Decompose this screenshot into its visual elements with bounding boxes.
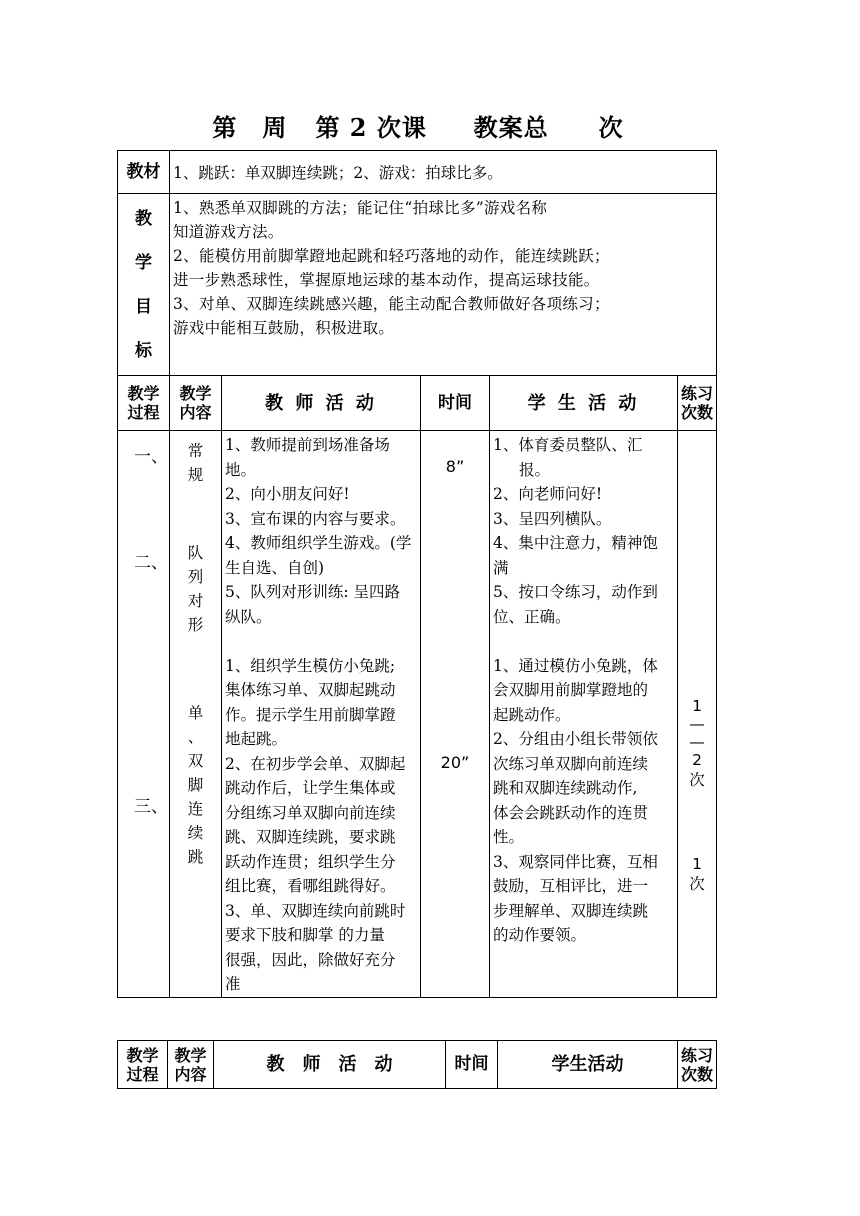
title-week: 第 周 — [212, 113, 288, 142]
header2-process-line: 教学 — [126, 1045, 159, 1065]
header2-student: 学生活动 — [498, 1041, 678, 1089]
teacher-line: 地。 — [225, 460, 257, 479]
header-content — [170, 376, 222, 431]
teacher-line: 要求下肢和脚掌 的力量 — [225, 926, 385, 944]
content-jump — [170, 701, 221, 869]
process-step: 一、 — [134, 447, 168, 467]
teacher-line: 分组练习单双脚向前连续 — [225, 803, 396, 822]
teacher-activity-cell — [222, 431, 421, 998]
content-formation — [170, 541, 221, 637]
objective-line: 3、对单、双脚连续跳感兴趣，能主动配合教师做好各项练习； — [173, 295, 610, 313]
lesson-plan-table-2 — [117, 1040, 717, 1089]
teacher-line: 1、组织学生模仿小兔跳; — [225, 656, 396, 675]
header-time: 时间 — [421, 376, 490, 431]
objectives-char: 教 — [135, 208, 152, 229]
student-line: 次练习单双脚向前连续 — [493, 754, 649, 773]
header-student: 学 生 活 动 — [490, 376, 678, 431]
count-cell — [678, 431, 717, 998]
material-text: 1、跳跃：单双脚连续跳；2、游戏：拍球比多。 — [173, 164, 503, 182]
student-line: 满 — [493, 558, 509, 577]
student-line: 4、集中注意力，精神饱 — [493, 534, 658, 552]
teacher-line: 跃动作连贯；组织学生分 — [225, 852, 396, 871]
objectives-label — [118, 194, 170, 376]
process-cell — [118, 431, 170, 998]
table2-header-row — [118, 1041, 717, 1089]
content-char: 跳 — [187, 848, 204, 866]
material-label: 教材 — [118, 151, 170, 194]
objective-line: 进一步熟悉球性，掌握原地运球的基本动作，提高运球技能。 — [173, 271, 600, 289]
header2-count-line: 次数 — [680, 1064, 713, 1084]
teacher-line: 组比赛，看哪组跳得好。 — [225, 877, 396, 895]
time-value: 8” — [445, 457, 465, 476]
count-char: — — [689, 715, 705, 733]
teacher-line: 2、向小朋友问好! — [225, 485, 350, 503]
table-header-row — [118, 376, 717, 431]
lesson-body-row — [118, 431, 717, 998]
teacher-line: 集体练习单、双脚起跳动 — [225, 681, 396, 699]
header2-content-line: 教学 — [174, 1045, 207, 1065]
student-line: 体会会跳跃动作的连贯 — [493, 803, 649, 822]
student-line: 3、呈四列横队。 — [493, 509, 612, 528]
header2-process-line: 过程 — [126, 1064, 159, 1084]
count-char: — — [689, 733, 705, 751]
title-plan: 教案总 次 — [473, 113, 624, 142]
teacher-line: 4、教师组织学生游戏。(学 — [225, 534, 412, 552]
teacher-line: 纵队。 — [225, 607, 272, 626]
page-title — [120, 108, 716, 143]
count-char: 1 — [692, 697, 702, 715]
process-step: 三、 — [134, 797, 168, 817]
student-line: 5、按口令练习，动作到 — [493, 583, 658, 601]
content-char: 形 — [187, 616, 204, 634]
count-block — [678, 697, 716, 791]
teacher-line: 5、队列对形训练: 呈四路 — [225, 583, 401, 601]
student-line: 1、通过模仿小兔跳，体 — [493, 656, 658, 675]
content-char: 规 — [187, 466, 204, 484]
count-char: 1 — [692, 855, 702, 873]
header2-content — [168, 1041, 214, 1089]
objective-line: 知道游戏方法。 — [173, 223, 284, 241]
teacher-line: 3、单、双脚连续向前跳时 — [225, 901, 406, 920]
objectives-char: 学 — [135, 252, 152, 273]
header2-count — [678, 1041, 717, 1089]
objectives-char: 目 — [135, 296, 152, 317]
teacher-line: 跳动作后，让学生集体或 — [225, 779, 396, 797]
header-process-line: 教学 — [127, 384, 160, 403]
header-process — [118, 376, 170, 431]
content-char: 常 — [187, 442, 204, 460]
process-step: 二、 — [134, 553, 168, 573]
student-line: 性。 — [493, 828, 525, 846]
objective-line: 游戏中能相互鼓励，积极进取。 — [173, 319, 395, 337]
teacher-line: 生自选、自创) — [225, 558, 325, 577]
material-cell — [170, 151, 717, 194]
student-line: 1、体育委员整队、汇 — [493, 436, 643, 454]
header2-time: 时间 — [446, 1041, 498, 1089]
count-char: 次 — [689, 875, 705, 893]
header2-process — [118, 1041, 168, 1089]
teacher-line: 准 — [225, 975, 241, 993]
content-char: 双 — [187, 752, 204, 770]
student-line: 报。 — [519, 460, 551, 479]
student-line: 的动作要领。 — [493, 926, 587, 944]
header-count — [678, 376, 717, 431]
teacher-line: 3、宣布课的内容与要求。 — [225, 509, 406, 528]
header-count-line: 次数 — [681, 403, 714, 422]
header-content-line: 教学 — [179, 384, 212, 403]
count-char: 次 — [689, 771, 705, 789]
count-char: 2 — [692, 751, 702, 769]
content-char: 脚 — [187, 776, 204, 794]
header-count-line: 练习 — [681, 384, 714, 403]
count-block — [678, 855, 716, 895]
student-line: 跳和双脚连续跳动作, — [493, 779, 638, 797]
content-char: 列 — [187, 568, 204, 586]
teacher-line: 作。提示学生用前脚掌蹬 — [225, 705, 396, 724]
student-line: 步理解单、双脚连续跳 — [493, 901, 649, 920]
objectives-char: 标 — [135, 340, 152, 361]
teacher-line: 1、教师提前到场准备场 — [225, 436, 390, 454]
header-content-line: 内容 — [179, 403, 212, 422]
student-line: 鼓励，互相评比，进一 — [493, 877, 649, 895]
header2-count-line: 练习 — [680, 1045, 713, 1065]
header-teacher: 教 师 活 动 — [222, 376, 421, 431]
teacher-line: 2、在初步学会单、双脚起 — [225, 754, 406, 773]
content-char: 续 — [187, 824, 204, 842]
content-char: 连 — [187, 800, 204, 818]
content-char: 队 — [187, 544, 204, 562]
title-lesson: 第 2 次课 — [315, 113, 427, 142]
teacher-line: 地起跳。 — [225, 730, 288, 748]
student-line: 会双脚用前脚掌蹬地的 — [493, 681, 649, 699]
header-process-line: 过程 — [127, 403, 160, 422]
time-cell — [421, 431, 490, 998]
content-routine — [170, 439, 221, 487]
student-line: 起跳动作。 — [493, 705, 571, 724]
content-char: 对 — [187, 592, 204, 610]
header2-content-line: 内容 — [174, 1064, 207, 1084]
student-line: 位、正确。 — [493, 607, 571, 626]
header2-teacher: 教 师 活 动 — [214, 1041, 446, 1089]
objectives-cell — [170, 194, 717, 376]
objective-line: 1、熟悉单双脚跳的方法；能记住“拍球比多”游戏名称 — [173, 199, 548, 217]
teacher-line: 跳、双脚连续跳，要求跳 — [225, 828, 396, 846]
content-char: 单 — [187, 704, 204, 722]
time-value: 20” — [440, 753, 470, 772]
content-char: 、 — [187, 728, 204, 746]
student-line: 2、向老师问好! — [493, 485, 603, 503]
objective-line: 2、能模仿用前脚掌蹬地起跳和轻巧落地的动作，能连续跳跃； — [173, 247, 610, 265]
student-activity-cell — [490, 431, 678, 998]
student-line: 3、观察同伴比赛，互相 — [493, 852, 658, 871]
student-line: 2、分组由小组长带领依 — [493, 730, 658, 748]
lesson-plan-table — [117, 150, 717, 998]
teacher-line: 很强，因此，除做好充分 — [225, 950, 396, 969]
content-cell — [170, 431, 222, 998]
